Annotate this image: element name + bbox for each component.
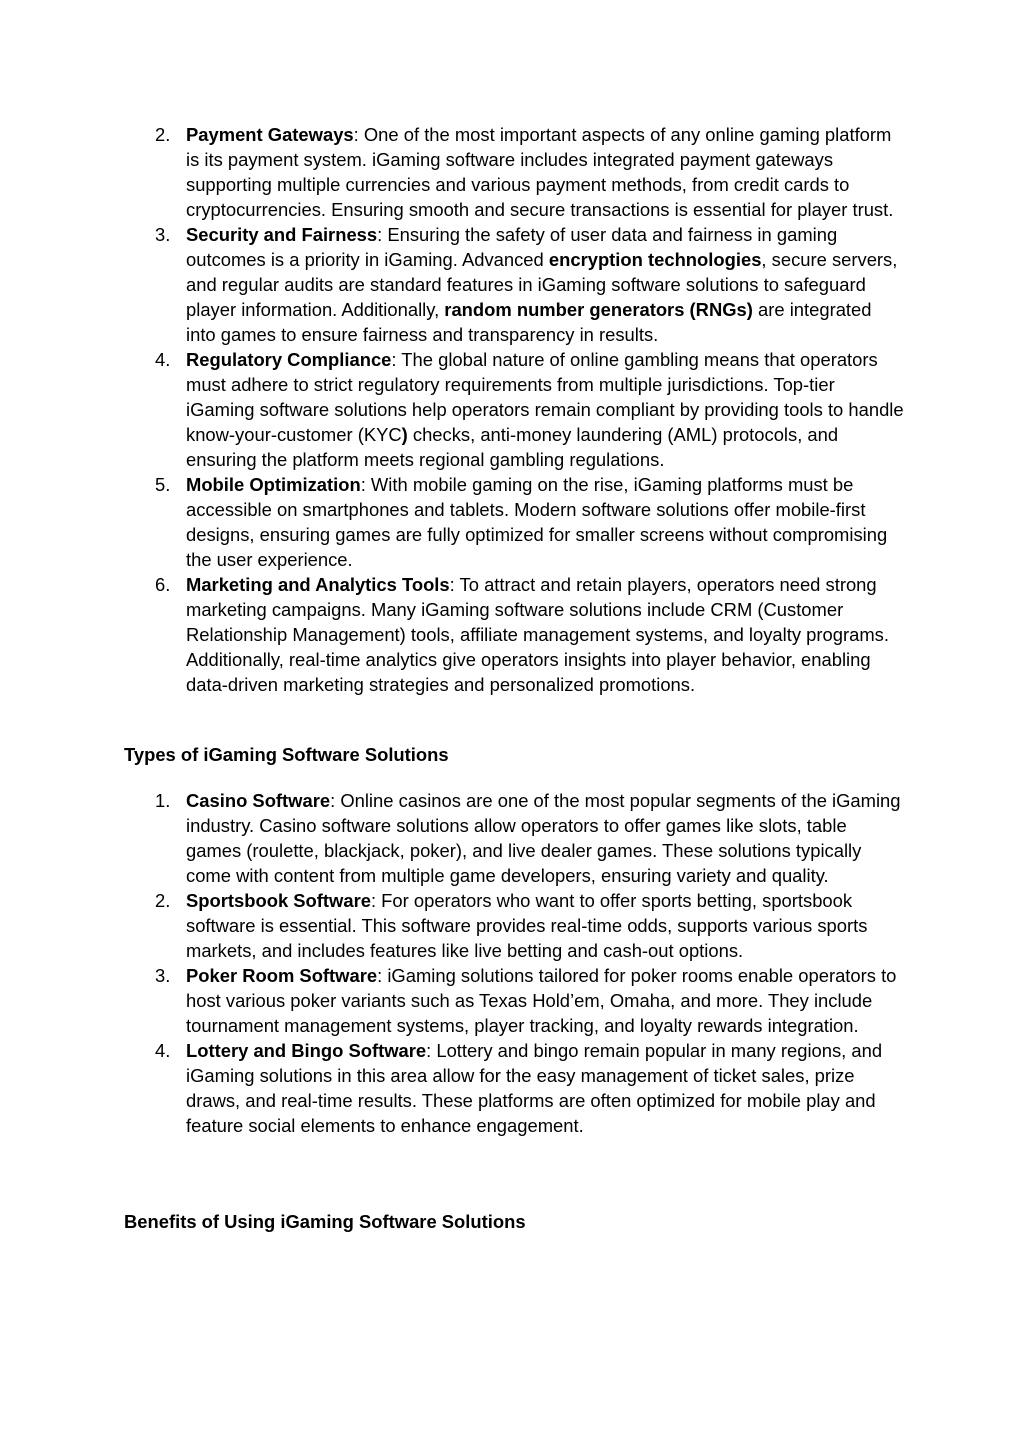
list-item [124,963,904,1038]
section-heading-benefits: Benefits of Using iGaming Software Solutions [124,1211,526,1232]
list-item-number: 3. [155,965,171,986]
list-item-number: 2. [155,890,171,911]
text-run: : For operators who want to offer sports betting, sportsbook software is essential. This software provides real-time odds, supports various sports markets, and includes features like live betting and cash-out options. [186,890,868,961]
list-item [124,1038,904,1138]
bold-phrase: ) [401,424,408,445]
list-item-number: 4. [155,1040,171,1061]
list-item-title: Poker Room Software [186,965,378,986]
list-item-title: Lottery and Bingo Software [186,1040,427,1061]
list-item-number: 1. [155,790,171,811]
list-item-number: 5. [155,474,171,495]
list-item-number: 6. [155,574,171,595]
list-item [124,572,904,697]
bold-phrase: encryption technologies [548,249,762,270]
list-item [124,122,904,222]
list-item-text [186,963,904,1038]
list-item-number: 4. [155,349,171,370]
text-run: checks, anti-money laundering (AML) protocols, and ensuring the platform meets regional gambling regulations. [186,424,839,470]
list-item-text [186,788,904,888]
text-run: : To attract and retain players, operators need strong marketing campaigns. Many iGaming software solutions include CRM (Customer Relationship Management) tools, affiliate management systems, and loyalty programs. Additionally, real-time analytics give operators insights into player behavior, enabling data-driven marketing strategies and personalized promotions. [186,574,889,695]
types-list [124,788,904,1138]
list-item-text [186,122,904,222]
list-item-number: 2. [155,124,171,145]
list-item-text [186,347,904,472]
list-item-title: Sportsbook Software [186,890,371,911]
bold-phrase: random number generators (RNGs) [444,299,753,320]
text-run: : With mobile gaming on the rise, iGaming platforms must be accessible on smartphones and tablets. Modern software solutions offer mobile-first designs, ensuring games are fully optimized for smaller screens without compromising the user experience. [186,474,888,570]
text-run: are integrated into games to ensure fairness and transparency in results. [186,299,872,345]
section-heading-types: Types of iGaming Software Solutions [124,744,449,765]
list-item [124,788,904,888]
list-item-title: Mobile Optimization [186,474,361,495]
text-run: : Lottery and bingo remain popular in many regions, and iGaming solutions in this area allow for the easy management of ticket sales, prize draws, and real-time results. These platforms are often optimized for mobile play and feature social elements to enhance engagement. [186,1040,883,1136]
text-run: : The global nature of online gambling means that operators must adhere to strict regulatory requirements from multiple jurisdictions. Top-tier iGaming software solutions help operators remain compliant by providing tools to handle know-your-customer (KYC [186,349,904,445]
list-item-number: 3. [155,224,171,245]
text-run: : Ensuring the safety of user data and fairness in gaming outcomes is a priority in iGaming. Advanced [186,224,838,270]
text-run: : iGaming solutions tailored for poker rooms enable operators to host various poker variants such as Texas Hold’em, Omaha, and more. They include tournament management systems, player tracking, and loyalty rewards integration. [186,965,897,1036]
list-item-title: Security and Fairness [186,224,378,245]
list-item-text [186,572,904,697]
list-item-title: Regulatory Compliance [186,349,392,370]
list-item-text [186,1038,904,1138]
list-item [124,472,904,572]
features-list [124,122,904,697]
text-run: : One of the most important aspects of any online gaming platform is its payment system. iGaming software includes integrated payment gateways supporting multiple currencies and various payment methods, from credit cards to cryptocurrencies. Ensuring smooth and secure transactions is essential for player trust. [186,124,894,220]
list-item [124,222,904,347]
list-item [124,347,904,472]
list-item-text [186,888,904,963]
list-item-text [186,472,904,572]
list-item [124,888,904,963]
list-item-title: Casino Software [186,790,331,811]
list-item-text [186,222,904,347]
text-run: , secure servers, and regular audits are standard features in iGaming software solutions to safeguard player information. Additionally, [186,249,898,320]
text-run: : Online casinos are one of the most popular segments of the iGaming industry. Casino software solutions allow operators to offer games like slots, table games (roulette, blackjack, poker), and live dealer games. These solutions typically come with content from multiple game developers, ensuring variety and quality. [186,790,901,886]
list-item-title: Payment Gateways [186,124,354,145]
list-item-title: Marketing and Analytics Tools [186,574,450,595]
